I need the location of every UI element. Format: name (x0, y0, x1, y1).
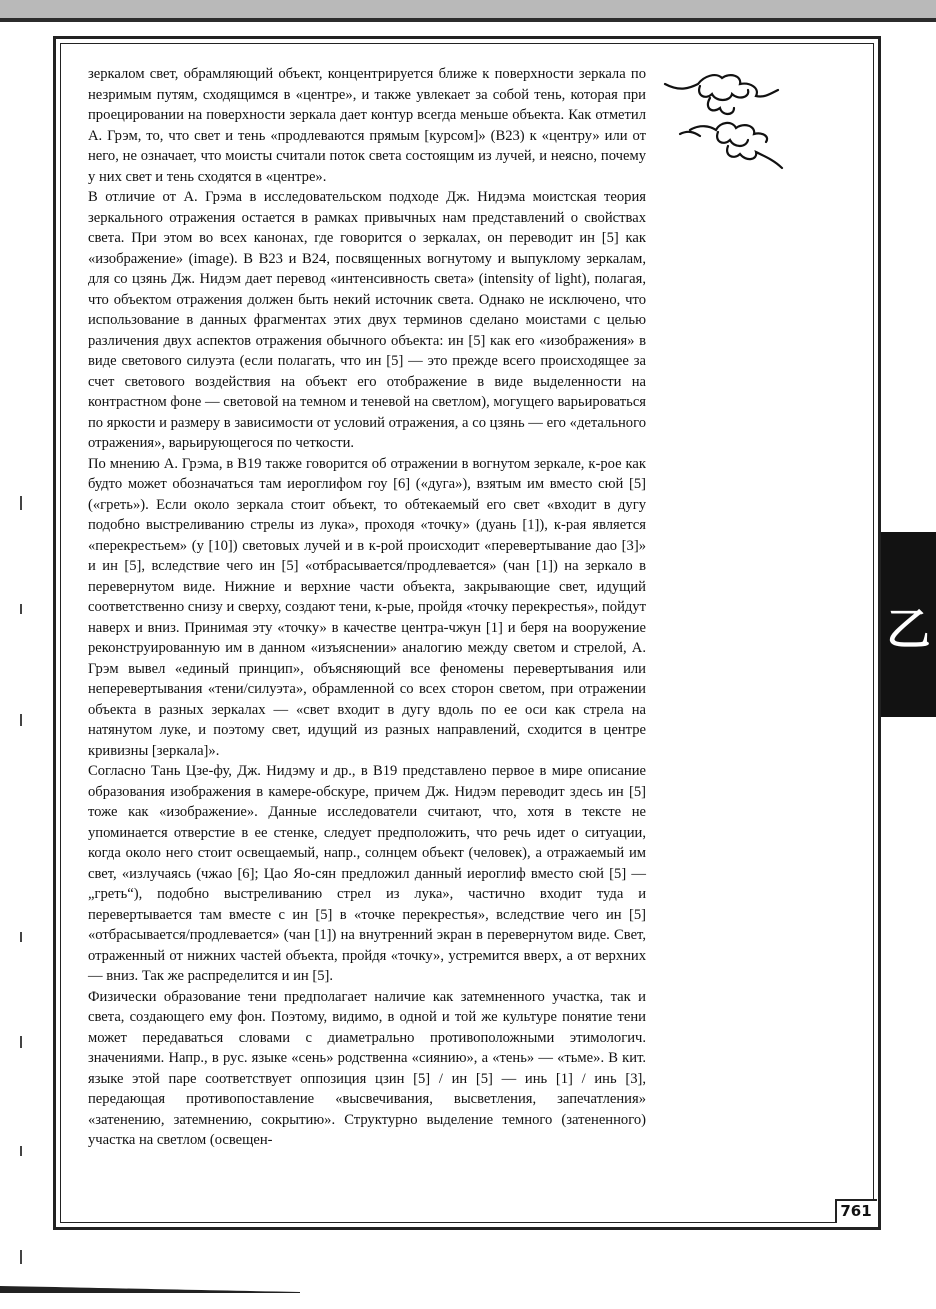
paragraph-5: Физически образование тени предполагает наличие как затемненного участка, так и света, создающего ему фон. Поэтому, видимо, в одной и той же культуре понятие тени может передаваться словами с диаметрально противоположными этимологич. значениями. Напр., в рус. языке «сень» родственна «сиянию», а «тень» — «тьме». В кит. языке этой паре соответствует оппозиция цзин [5] / ин [5] — инь [1] / инь [3], передающая противопоставление «высвечивания, высветления, запечатления» «затенению, затемнению, сокрытию». Структурно выделение темного (затененного) участка на светлом (освещен- (88, 988, 646, 1148)
margin-mark (20, 496, 22, 510)
top-scan-border (0, 0, 936, 22)
main-text-column (88, 64, 646, 1151)
margin-mark (20, 1250, 22, 1264)
margin-mark (20, 1146, 22, 1156)
page-number: 761 (840, 1202, 872, 1220)
margin-mark (20, 932, 22, 942)
paragraph-1: зеркалом свет, обрамляющий объект, концентрируется ближе к поверхности зеркала по незримым путям, сходящимся в «центре», и также увлекает за собой тень, которая при проецировании на поверхности зеркала дает контур всегда меньше объекта. Как отметил А. Грэм, то, что свет и тень «продлеваются прямым [курсом]» (B23) к «центру» или от него, не означает, что моисты считали поток света состоящим из лучей, и неясно, почему у них свет и тень сходятся в «центре». (88, 66, 646, 185)
section-tab-glyph: 乙 (886, 604, 931, 655)
margin-mark (20, 714, 22, 726)
margin-mark (20, 1036, 22, 1048)
paragraph-2: В отличие от А. Грэма в исследовательском подходе Дж. Нидэма моистская теория зеркального отражения остается в рамках привычных нам представлений о свойствах света. При этом во всех канонах, где говорится о зеркалах, он переводит ин [5] как «изображение» (image). В B23 и B24, посвященных вогнутому и выпуклому зеркалам, для со цзянь Дж. Нидэм дает перевод «интенсивность света» (intensity of light), полагая, что объектом отражения должен быть некий источник света. Однако не исключено, что использование в данных фрагментах этих двух терминов сделано моистами с целью различения двух аспектов отражения обычного объекта: ин [5] как его «изображения» в виде светового силуэта (если полагать, что ин [5] — это прежде всего происходящее за счет светового воздействия на объект его отображение в виде выделенности на контрастном фоне — световой на темном и теневой на светлом), могущего варьироваться по яркости и размеру в зависимости от условий отражения, а со цзянь — его «детального отражения», варьирующегося по четкости. (88, 189, 647, 451)
cloud-ornament-icon (660, 70, 785, 180)
paragraph-4: Согласно Тань Цзе-фу, Дж. Нидэму и др., в B19 представлено первое в мире описание образования изображения в камере-обскуре, причем Дж. Нидэм переводит здесь ин [5] тоже как «изображение». Данные исследователи считают, что, хотя в тексте не упоминается отверстие в ее стенке, следует предположить, что речь идет о ситуации, когда около него стоит освещаемый, напр., солнцем объект (человек), а отражаемый им свет, «излучаясь (чжао [6]; Цао Яо-сян предложил данный иероглиф вместо сюй [5] — „греть“), подобно выстреливанию стрел из лука», частично входит туда и перевертывается там вместе с ин [5] в «точке перекрестья», вследствие чего ин [5] «отбрасывается/продлевается» (чан [1]) на внутренний экран в перевернутом виде. Свет, отраженный от нижних частей объекта, пройдя «точку», устремится вверх, а от верхних — вниз. Так же распределится и ин [5]. (88, 763, 646, 984)
paragraph-3: По мнению А. Грэма, в B19 также говорится об отражении в вогнутом зеркале, к-рое как будто может обозначаться там иероглифом гоу [6] («дуга»), взятым им вместо сюй [5] («греть»). Если около зеркала стоит объект, то обтекаемый его свет «входит в дугу подобно выстреливанию стрелы из лука», проходя «точку» (дуань [1]), к-рая является «перекрестьем» (у [10]) световых лучей и в к-рой происходит «перевертывание дао [3]» и ин [5], вследствие чего ин [5] «отбрасывается/продлевается» (чан [1]) на зеркало в перевернутом виде. Нижние и верхние части объекта, закрывающие свет, идущий соответственно снизу и сверху, создают тени, к-рые, пройдя «точку перекрестья», пойдут наверх и вниз. Принимая эту «точку» в качестве центра-чжун [1] и беря на вооружение реконструированную им в данном «изъяснении» аналогию между светом и стрелой, А. Грэм вывел «единый принцип», объясняющий все феномены перевертывания или неперевертывания «тени/силуэта», обрамленной со всех сторон светом, при отражении объекта в разных зеркалах — «свет входит в дугу вдоль по ее оси как стрела на натянутом луке, и поэтому свет, идущий из разных направлений, сходится в центре кривизны [зеркала]». (88, 455, 646, 759)
margin-mark (20, 604, 22, 614)
scan-edge-smudge (0, 1283, 300, 1293)
